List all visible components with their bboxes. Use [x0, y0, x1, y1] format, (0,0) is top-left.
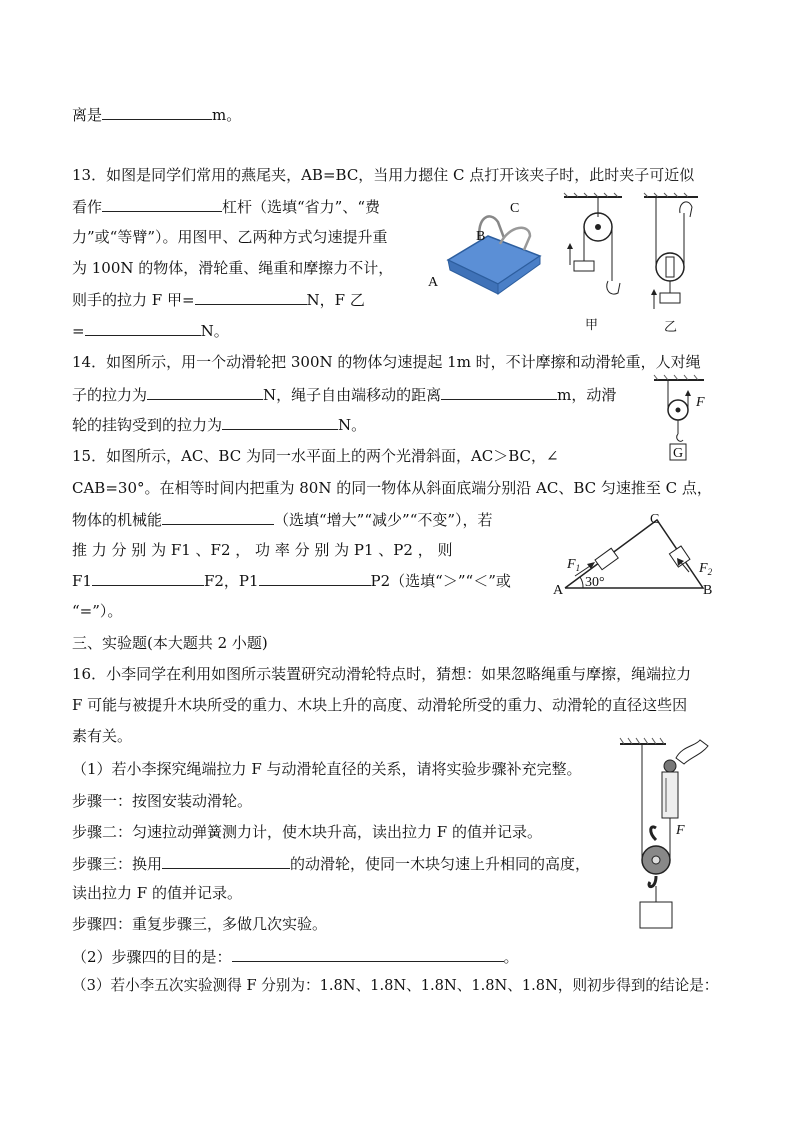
label-a: A [428, 275, 439, 290]
q15-line5 [72, 570, 511, 591]
text: 杠杆（选填“省力”、“费 [222, 198, 381, 216]
q14-line1: 14．如图所示，用一个动滑轮把 300N 的物体匀速提起 1m 时，不计摩擦和动滑轮重，人对绳 [72, 353, 701, 371]
fixed-pulley-figure-jia [560, 193, 630, 313]
q13-line2 [72, 196, 380, 217]
answer-blank[interactable] [162, 853, 290, 869]
q16-step3 [72, 853, 590, 874]
answer-blank[interactable] [102, 196, 222, 212]
text: 轮的挂钩受到的拉力为 [72, 416, 223, 434]
answer-blank[interactable] [195, 289, 307, 305]
q13-line4: 为 100N 的物体，滑轮重、绳重和摩擦力不计， [72, 259, 394, 277]
q16-apparatus-figure [618, 736, 718, 932]
q13-line3: 力”或“等臂”）。用图甲、乙两种方式匀速提升重 [72, 228, 388, 246]
caption-yi: 乙 [664, 320, 678, 335]
answer-blank[interactable] [259, 570, 371, 586]
q15-incline-figure [553, 510, 723, 598]
q15-line3 [72, 509, 493, 530]
movable-pulley-figure-yi [640, 193, 710, 318]
f1-label: $F_1$ [567, 557, 581, 573]
answer-blank[interactable] [232, 946, 504, 962]
q15-line1: 15．如图所示，AC、BC 为同一水平面上的两个光滑斜面，AC＞BC，∠ [72, 447, 559, 465]
label-a: A [553, 583, 564, 598]
answer-blank[interactable] [147, 384, 263, 400]
text: F2，P1 [203, 572, 259, 590]
q15-line6: “=”）。 [72, 602, 123, 620]
q16-part2 [72, 946, 519, 967]
label-c: C [650, 512, 660, 527]
text: 子的拉力为 [72, 386, 148, 404]
text: P2（选填“＞”“＜”或 [370, 572, 511, 590]
caption-jia: 甲 [585, 318, 599, 333]
q15-line2: CAB=30°。在相等时间内把重为 80N 的同一物体从斜面底端分别沿 AC、BC 匀速推至 C 点， [72, 479, 712, 497]
q16-line3: 素有关。 [72, 727, 133, 745]
q16-step2: 步骤二：匀速拉动弹簧测力计，使木块升高，读出拉力 F 的值并记录。 [72, 823, 542, 841]
text: = [72, 322, 85, 340]
text: N。 [338, 416, 367, 434]
answer-blank[interactable] [441, 384, 557, 400]
text: m，动滑 [557, 386, 617, 404]
q15-line4: 推 力 分 别 为 F1 、F2 ， 功 率 分 别 为 P1 、P2 ， 则 [72, 541, 453, 559]
q16-part1: （1）若小李探究绳端拉力 F 与动滑轮直径的关系，请将实验步骤补充完整。 [72, 760, 582, 778]
q14-pulley-figure [650, 374, 710, 466]
q13-line5 [72, 289, 365, 310]
answer-blank[interactable] [162, 509, 274, 525]
binder-clip-figure [428, 198, 553, 298]
text: N。 [200, 322, 229, 340]
force-f-label: F [676, 823, 685, 838]
text: 物体的机械能 [72, 511, 163, 529]
text: （选填“增大”“减少”“不变”），若 [274, 511, 493, 529]
q16-step1: 步骤一：按图安装动滑轮。 [72, 792, 253, 810]
text: 。 [503, 948, 519, 966]
text: 离是 [72, 106, 103, 124]
text: F1 [72, 572, 92, 590]
q16-step4: 步骤四：重复步骤三，多做几次实验。 [72, 915, 328, 933]
q13-line1: 13．如图是同学们常用的燕尾夹，AB=BC，当用力摁住 C 点打开该夹子时，此时夹子可近似 [72, 166, 695, 184]
q13-line6 [72, 320, 229, 341]
weight-g-label: G [673, 446, 684, 461]
text: 则手的拉力 F 甲= [72, 291, 195, 309]
text: 步骤三：换用 [72, 855, 163, 873]
text: 的动滑轮，使同一木块匀速上升相同的高度， [290, 855, 591, 873]
force-f-label: F [696, 395, 705, 410]
label-b: B [476, 229, 486, 244]
q14-line2 [72, 384, 616, 405]
angle-label: 30° [585, 575, 605, 590]
q14-line3 [72, 414, 366, 435]
answer-blank[interactable] [222, 414, 338, 430]
q16-line1: 16．小李同学在利用如图所示装置研究动滑轮特点时，猜想：如果忽略绳重与摩擦，绳端拉力 [72, 665, 692, 683]
q16-line2: F 可能与被提升木块所受的重力、木块上升的高度、动滑轮所受的重力、动滑轮的直径这些因 [72, 696, 688, 714]
label-b: B [703, 583, 713, 598]
text: m。 [212, 106, 242, 124]
q12-answer-line [72, 104, 241, 125]
text: （2）步骤四的目的是： [72, 948, 232, 966]
f2-label: $F_2$ [699, 561, 713, 577]
section-heading: 三、实验题(本大题共 2 小题) [72, 634, 268, 652]
q16-part3: （3）若小李五次实验测得 F 分别为：1.8N、1.8N、1.8N、1.8N、1.8N，则初步得到的结论是： [72, 977, 719, 994]
answer-blank[interactable] [92, 570, 204, 586]
text: N，绳子自由端移动的距离 [263, 386, 442, 404]
answer-blank[interactable] [85, 320, 201, 336]
q16-step3-cont: 读出拉力 F 的值并记录。 [72, 884, 242, 902]
text: 看作 [72, 198, 103, 216]
label-c: C [510, 201, 520, 216]
answer-blank[interactable] [102, 104, 212, 120]
text: N，F 乙 [306, 291, 365, 309]
